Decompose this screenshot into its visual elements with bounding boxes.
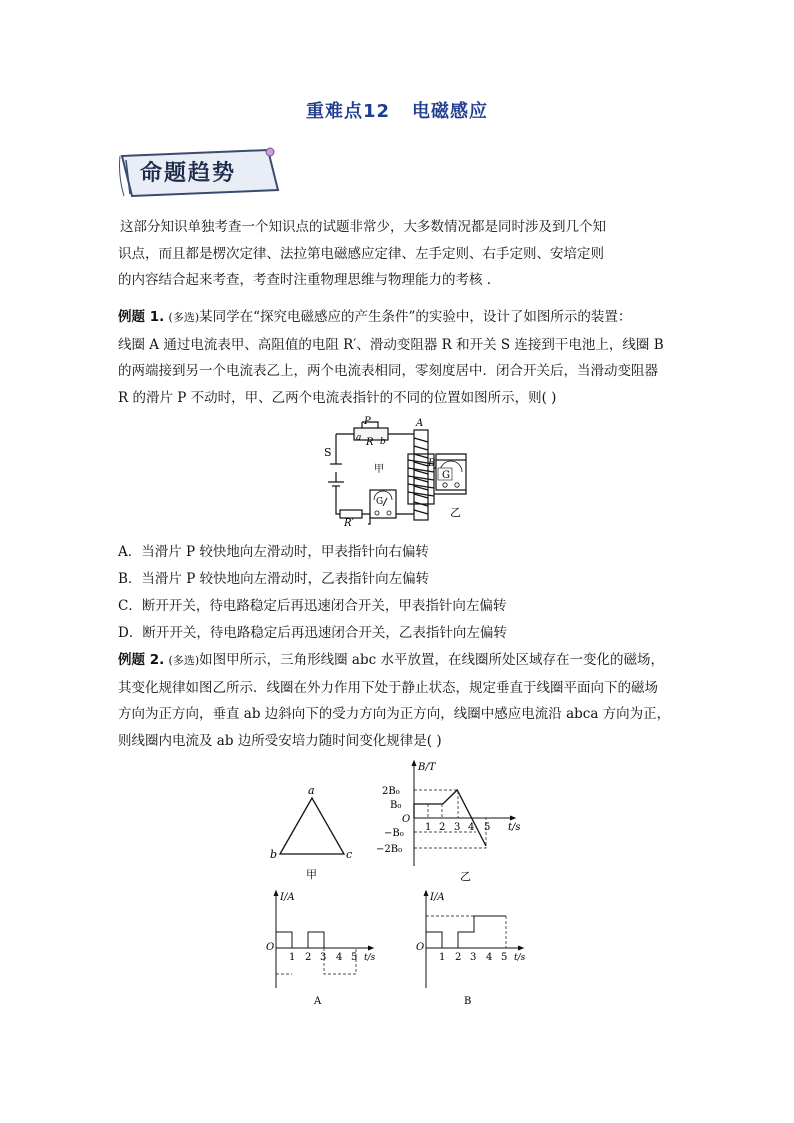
label-B: B [428, 458, 436, 469]
label-Rprime: R′ [344, 518, 354, 529]
caption-yi: 乙 [460, 870, 471, 883]
tick-t3: 3 [470, 952, 477, 963]
ylabel: I/A [280, 892, 295, 903]
b-t-graph [354, 758, 534, 884]
example2-line: 则线圈内电流及 ab 边所受安培力随时间变化规律是( ) [118, 732, 442, 749]
tick-t5: 5 [484, 822, 491, 833]
tick-t1: 1 [439, 952, 446, 963]
tick-t1: 1 [289, 952, 296, 963]
label-b: b [380, 437, 386, 447]
example1-label: 例题 1. [118, 309, 165, 325]
title-part1: 重难点12 [305, 101, 391, 122]
circuit-figure [318, 414, 478, 532]
origin: O [266, 942, 275, 953]
xlabel: t/s [364, 953, 376, 963]
option-A-graph [256, 888, 386, 1008]
intro-paragraph [118, 214, 686, 294]
tick-mB0: −B₀ [384, 828, 404, 839]
option-B-graph [406, 888, 536, 1008]
example2-stem [118, 647, 686, 754]
title-part2: 电磁感应 [412, 101, 489, 122]
label-P: P [364, 416, 371, 427]
caption-A: A [314, 996, 322, 1007]
example2-line: 方向为正方向，垂直 ab 边斜向下的受力方向为正方向，线圈中感应电流沿 abca 方向为正， [118, 706, 671, 722]
example2-line: 其变化规律如图乙所示．线圈在外力作用下处于静止状态，规定垂直于线圈平面向下的磁场 [118, 679, 658, 696]
xlabel: t/s [514, 953, 526, 963]
tick-t5: 5 [351, 952, 358, 963]
example1-line: 的两端接到另一个电流表乙上，两个电流表相同，零刻度居中．闭合开关后，当滑动变阻器 [118, 363, 658, 379]
tick-t4: 4 [486, 952, 493, 963]
page-title [0, 97, 794, 123]
vertex-c: c [346, 848, 353, 861]
option-C: C．断开开关，待电路稳定后再迅速闭合开关，甲表指针向左偏转 [118, 598, 507, 614]
tick-t2: 2 [439, 822, 446, 833]
tick-t2: 2 [305, 952, 312, 963]
tick-t4: 4 [336, 952, 343, 963]
label-G-jia: G [376, 497, 384, 507]
intro-line: 的内容结合起来考查，考查时注重物理思维与物理能力的考核 . [118, 272, 492, 288]
label-A: A [416, 418, 424, 429]
label-S: S [324, 446, 332, 459]
vertex-a: a [308, 784, 315, 797]
intro-line: 这部分知识单独考查一个知识点的试题非常少，大多数情况都是同时涉及到几个知 [120, 219, 606, 235]
tick-m2B0: −2B₀ [376, 844, 403, 855]
label-R: R [366, 437, 374, 448]
triangle-figure [262, 784, 362, 884]
tick-B0: B₀ [390, 800, 402, 811]
xlabel: t/s [508, 822, 521, 833]
vertex-b: b [270, 848, 278, 861]
example1-tag: (多选) [168, 311, 200, 324]
label-jia: 甲 [374, 464, 384, 475]
example2-label: 例题 2. [118, 652, 165, 668]
banner-label: 命题趋势 [140, 161, 237, 186]
caption-B: B [464, 996, 472, 1007]
option-B: B．当滑片 P 较快地向左滑动时，乙表指针向左偏转 [118, 571, 430, 587]
option-A: A．当滑片 P 较快地向左滑动时，甲表指针向右偏转 [118, 544, 429, 560]
example1-line: 线圈 A 通过电流表甲、高阻值的电阻 R′、滑动变阻器 R 和开关 S 连接到干电池上，线圈 B [118, 336, 664, 353]
tick-2B0: 2B₀ [382, 786, 400, 797]
ylabel: I/A [430, 892, 445, 903]
tick-t3: 3 [454, 822, 461, 833]
example1-stem [118, 304, 686, 411]
ylabel: B/T [418, 762, 436, 773]
tick-t1: 1 [425, 822, 432, 833]
example2-tag: (多选) [168, 654, 200, 667]
example1-line: 某同学在“探究电磁感应的产生条件”的实验中，设计了如图所示的装置： [199, 309, 632, 325]
tick-t4: 4 [468, 822, 475, 833]
caption-jia: 甲 [306, 868, 317, 881]
example1-line: R 的滑片 P 不动时，甲、乙两个电流表指针的不同的位置如图所示，则( ) [118, 389, 557, 406]
origin: O [402, 814, 411, 825]
label-a: a [356, 433, 362, 443]
triangle-coil [280, 798, 344, 854]
tick-t5: 5 [501, 952, 508, 963]
tick-t2: 2 [455, 952, 462, 963]
intro-line: 识点，而且都是楞次定律、法拉第电磁感应定律、左手定则、右手定则、安培定则 [118, 245, 604, 262]
label-yi: 乙 [450, 506, 461, 519]
label-G-yi: G [442, 470, 450, 481]
origin: O [416, 942, 425, 953]
tick-t3: 3 [320, 952, 327, 963]
option-D: D．断开开关，待电路稳定后再迅速闭合开关，乙表指针向左偏转 [118, 625, 507, 641]
example2-line: 如图甲所示，三角形线圈 abc 水平放置，在线圈所处区域存在一变化的磁场， [199, 652, 664, 668]
